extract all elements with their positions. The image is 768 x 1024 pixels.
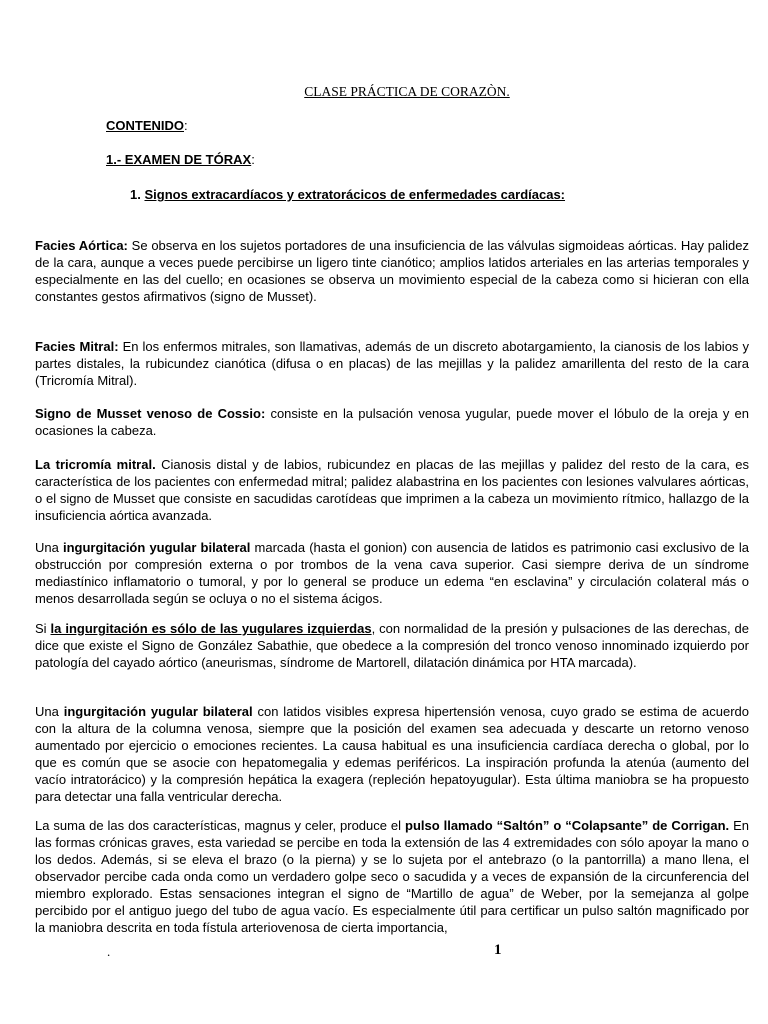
paragraph-yugulares-izquierdas — [35, 620, 749, 671]
paragraph-pre: Una — [35, 704, 64, 719]
paragraph-text: , con normalidad de la presión y pulsaciones de las derechas, de dice que existe el Signo de González Sabathie, que obedece a la compresión del tronco venoso innominado izquierdo por patología del cayado aórtico (aneurismas, síndrome de Martorell, dilatación dinámica por HTA marcada). — [35, 621, 750, 670]
paragraph-text: Se observa en los sujetos portadores de una insuficiencia de las válvulas sigmoideas aórticas. Hay palidez de la cara, aunque a veces puede percibirse un ligero tinte cianótico; amplios latidos arteriales en las arterias temporales y especialmente en las del cuello; en ocasiones se observa un movimiento especial de la cabeza como si hicieran con ella constantes gestos afirmativos (signo de Musset). — [35, 238, 749, 304]
page-title: CLASE PRÁCTICA DE CORAZÒN. — [304, 84, 510, 99]
paragraph-text: con latidos visibles expresa hipertensión venosa, cuyo grado se estima de acuerdo con la altura de la columna venosa, siempre que la posición del examen sea adecuada y descarte un retorno venoso aumentado por ejercicio o emociones recientes. La causa habitual es una insuficiencia cardíaca derecha o global, por lo que es común que se asocie con hepatomegalia y edemas periféricos. La inspiración profunda la atenúa (aumento del vacío intratorácico) y la compresión hepática la exagera (repleción hepatoyugular). Esta última maniobra se ha propuesto para detectar una falla ventricular derecha. — [35, 704, 749, 804]
paragraph-lead: La tricromía mitral. — [35, 457, 156, 472]
page-number: 1 — [494, 942, 502, 958]
paragraph-hipertension-venosa — [35, 703, 749, 805]
paragraph-tricromia-mitral — [35, 456, 749, 524]
contenido-label: CONTENIDO — [106, 118, 184, 133]
paragraph-facies-mitral — [35, 338, 749, 389]
subsection-number: 1. — [130, 187, 145, 202]
paragraph-lead: Facies Aórtica: — [35, 238, 128, 253]
contenido-suffix: : — [184, 118, 188, 133]
paragraph-ingurgitacion-bilateral — [35, 539, 749, 607]
section-heading — [106, 152, 255, 167]
paragraph-text: consiste en la pulsación venosa yugular, puede mover el lóbulo de la oreja y en ocasiones la cabeza. — [35, 406, 749, 438]
paragraph-lead: ingurgitación yugular bilateral — [62, 540, 251, 555]
paragraph-pre: Una — [35, 540, 63, 555]
paragraph-text: Cianosis distal y de labios, rubicundez en placas de las mejillas y palidez del resto de la cara, es característica de los pacientes con enfermedad mitral; palidez alabastrina en los pacientes con lesiones valvulares aórticas, o el signo de Musset que consiste en sacudidas carotídeas que imprimen a la cabeza un movimiento rítmico, hallazgo de la insuficiencia aórtica avanzada. — [35, 457, 749, 523]
paragraph-lead: Signo de Musset venoso de Cossio: — [35, 406, 266, 421]
paragraph-pre: Si — [35, 621, 51, 636]
paragraph-lead: ingurgitación yugular bilateral — [63, 704, 253, 719]
paragraph-pulso-corrigan — [35, 817, 749, 936]
contenido-heading — [106, 118, 188, 133]
section-label: 1.- EXAMEN DE TÓRAX — [106, 152, 252, 167]
footer-dot: . — [107, 944, 111, 959]
paragraph-pre: La suma de las dos características, magnus y celer, produce el — [35, 818, 405, 833]
paragraph-facies-aortica — [35, 237, 749, 305]
paragraph-lead: la ingurgitación es sólo de las yugulares izquierdas — [50, 621, 372, 636]
paragraph-text: marcada (hasta el gonion) con ausencia de latidos es patrimonio casi exclusivo de la obstrucción por compresión externa o por trombos de la vena cava superior. Casi siempre deriva de un síndrome mediastínico inflamatorio o tumoral, y por lo general se produce un edema “en esclavina” y circulación colateral más o menos desarrollada según se ocluya o no el sistema ácigos. — [35, 540, 749, 606]
paragraph-lead: Facies Mitral: — [35, 339, 119, 354]
paragraph-musset-venoso — [35, 405, 749, 439]
subsection-heading — [130, 187, 565, 202]
section-suffix: : — [251, 152, 255, 167]
paragraph-lead: pulso llamado “Saltón” o “Colapsante” de Corrigan. — [405, 818, 730, 833]
paragraph-text: En las formas crónicas graves, esta variedad se percibe en toda la extensión de las 4 extremidades con sólo apoyar la mano o los dedos. Además, si se eleva el brazo (o la pierna) y se lo sujeta por el antebrazo (o la pantorrilla) a mano llena, el observador percibe cada onda como un verdadero golpe seco o sacudida y a veces de expansión de la circunferencia del miembro explorado. Estas sensaciones integran el signo de “Martillo de agua” de Weber, por la semejanza al golpe percibido por el antiguo juego del tubo de agua vacío. Es especialmente útil para certificar un pulso saltón magnificado por la maniobra descrita en toda fístula arteriovenosa de cierta importancia, — [35, 818, 749, 935]
subsection-label: Signos extracardíacos y extratorácicos de enfermedades cardíacas: — [144, 187, 566, 202]
paragraph-text: En los enfermos mitrales, son llamativas, además de un discreto abotargamiento, la cianosis de los labios y partes distales, la rubicundez cianótica (difusa o en placas) de las mejillas y la palidez amarillenta del resto de la cara (Tricromía Mitral). — [35, 339, 749, 388]
